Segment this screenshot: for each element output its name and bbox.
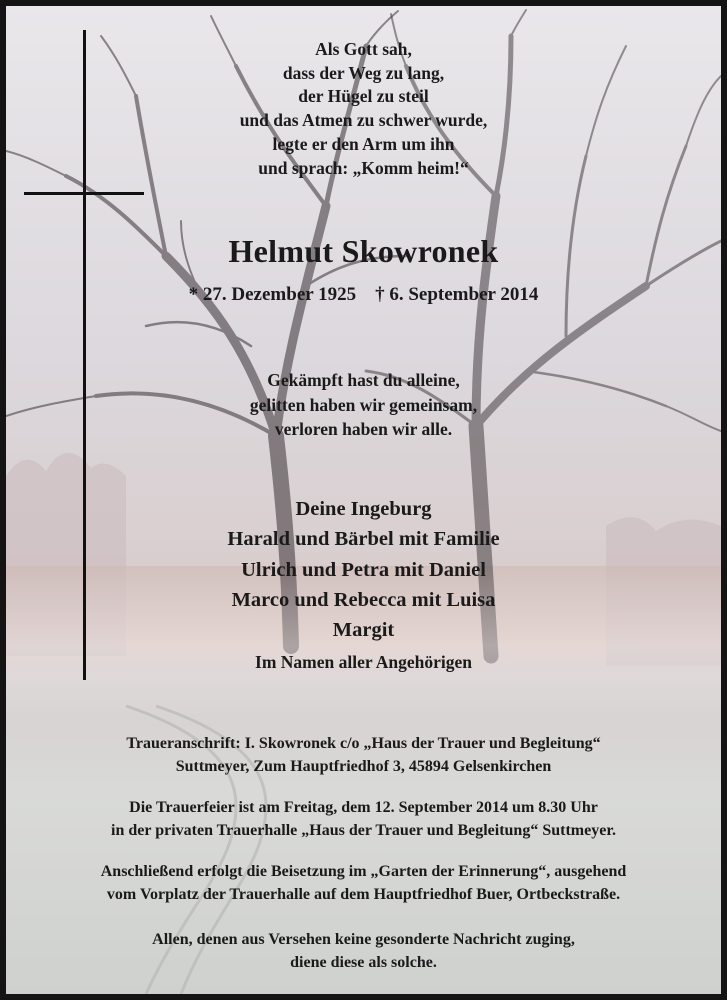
verse-line: Gekämpft hast du alleine, bbox=[267, 370, 460, 390]
poem-line: dass der Weg zu lang, bbox=[282, 62, 445, 83]
poem-line: und sprach: „Komm heim!“ bbox=[258, 157, 469, 178]
address-line: Traueranschrift: I. Skowronek c/o „Haus der Trauer und Begleitung“ bbox=[126, 735, 601, 752]
family-signatures bbox=[6, 494, 721, 645]
verse bbox=[6, 368, 721, 442]
poem bbox=[6, 38, 721, 180]
poem-line: legte er den Arm um ihn bbox=[272, 133, 455, 154]
birth-date: 27. Dezember 1925 bbox=[202, 284, 357, 305]
death-cross-icon: † bbox=[375, 284, 385, 305]
life-dates bbox=[6, 283, 721, 307]
family-line: Harald und Bärbel mit Familie bbox=[227, 528, 500, 551]
family-line: Deine Ingeburg bbox=[295, 498, 432, 520]
burial-line: vom Vorplatz der Trauerhalle auf dem Hauptfriedhof Buer, Ortbeckstraße. bbox=[106, 886, 621, 903]
death-date: 6. September 2014 bbox=[389, 284, 539, 305]
family-line: Marco und Rebecca mit Luisa bbox=[231, 588, 496, 611]
burial-info bbox=[6, 860, 721, 906]
address-line: Suttmeyer, Zum Hauptfriedhof 3, 45894 Gelsenkirchen bbox=[175, 758, 552, 775]
poem-line: und das Atmen zu schwer wurde, bbox=[239, 110, 488, 131]
family-line: Ulrich und Petra mit Daniel bbox=[241, 558, 486, 581]
closing-line: diene diese als solche. bbox=[290, 954, 437, 971]
mourning-address bbox=[6, 732, 721, 778]
family-line: Margit bbox=[332, 619, 395, 642]
cross-horizontal-bar bbox=[24, 192, 144, 195]
on-behalf-line: Im Namen aller Angehörigen bbox=[255, 652, 472, 672]
poem-line: Als Gott sah, bbox=[315, 39, 412, 59]
poem-line: der Hügel zu steil bbox=[298, 86, 429, 107]
verse-line: gelitten haben wir gemeinsam, bbox=[249, 394, 478, 415]
closing-line: Allen, denen aus Versehen keine gesonderte Nachricht zuging, bbox=[152, 931, 575, 948]
burial-line: Anschließend erfolgt die Beisetzung im „Garten der Erinnerung“, ausgehend bbox=[100, 863, 627, 880]
ceremony-line: Die Trauerfeier ist am Freitag, dem 12. September 2014 um 8.30 Uhr bbox=[129, 799, 598, 816]
birth-star-icon: * bbox=[188, 284, 199, 305]
funeral-ceremony bbox=[6, 796, 721, 842]
deceased-name: Helmut Skowronek bbox=[228, 233, 499, 269]
ceremony-line: in der privaten Trauerhalle „Haus der Trauer und Begleitung“ Suttmeyer. bbox=[111, 822, 616, 839]
verse-line: verloren haben wir alle. bbox=[274, 419, 453, 439]
closing-note bbox=[6, 928, 721, 974]
